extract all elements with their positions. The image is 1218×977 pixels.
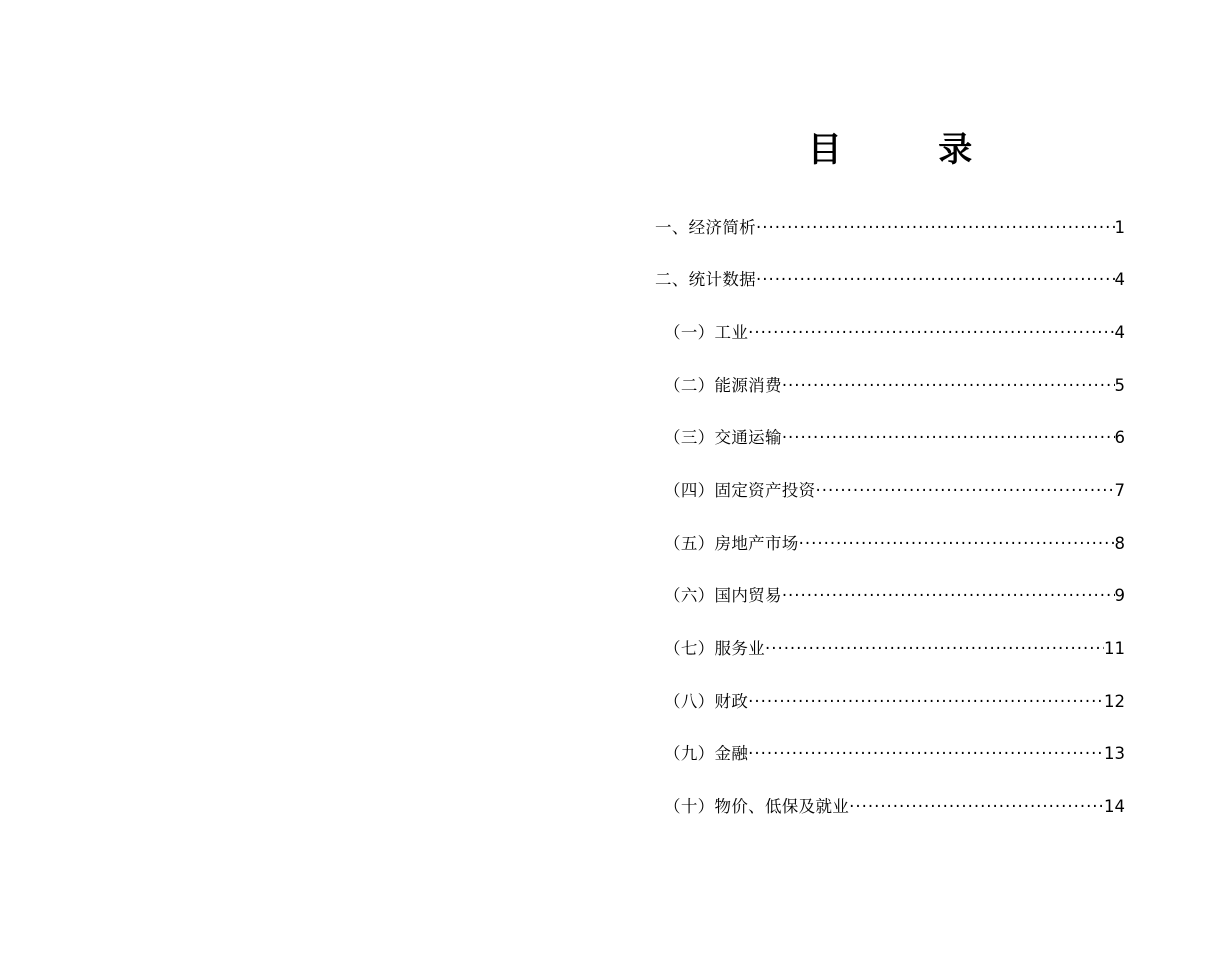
toc-entry[interactable] (655, 324, 1125, 342)
toc-entry[interactable] (655, 535, 1125, 553)
toc-leader-dots (765, 641, 1104, 658)
toc-entry-page: 14 (1104, 796, 1125, 816)
toc-entry-page: 1 (1114, 217, 1125, 237)
toc-entry-label: （二）能源消费 (664, 375, 782, 395)
toc-entry-label: （九）金融 (664, 744, 749, 764)
toc-entry[interactable] (655, 377, 1125, 395)
toc-entry[interactable] (655, 219, 1125, 237)
toc-list (655, 219, 1125, 816)
toc-leader-dots (782, 430, 1115, 447)
toc-leader-dots (849, 799, 1104, 816)
toc-entry-page: 13 (1104, 744, 1125, 764)
toc-entry-label: （十）物价、低保及就业 (664, 796, 850, 816)
page-title: 目 录 (807, 130, 982, 170)
toc-entry-label: （四）固定资产投资 (664, 481, 816, 500)
toc-leader-dots (815, 483, 1114, 500)
toc-entry[interactable] (655, 745, 1125, 763)
toc-leader-dots (782, 588, 1115, 605)
toc-entry[interactable] (655, 271, 1125, 289)
toc-leader-dots (748, 694, 1104, 711)
toc-leader-dots (748, 325, 1114, 342)
toc-leader-dots (748, 746, 1104, 763)
toc-entry-page: 4 (1114, 323, 1125, 343)
toc-leader-dots (799, 536, 1115, 553)
toc-entry-page: 11 (1104, 638, 1125, 658)
toc-entry-page: 5 (1114, 375, 1125, 395)
toc-entry-page: 6 (1114, 428, 1125, 448)
toc-entry-label: （三）交通运输 (664, 428, 782, 448)
toc-entry[interactable] (655, 429, 1125, 447)
toc-entry-page: 12 (1104, 691, 1125, 711)
toc-entry[interactable] (655, 640, 1125, 658)
toc-entry-label: 二、统计数据 (655, 270, 756, 290)
toc-leader-dots (756, 272, 1115, 289)
toc-entry-label: 一、经济简析 (655, 217, 756, 237)
toc-entry[interactable] (655, 587, 1125, 605)
toc-entry[interactable] (655, 693, 1125, 711)
toc-entry[interactable] (655, 482, 1125, 500)
table-of-contents (655, 130, 1125, 850)
toc-entry-page: 9 (1114, 586, 1125, 606)
toc-entry-page: 7 (1114, 481, 1125, 500)
toc-entry-label: （五）房地产市场 (664, 533, 799, 553)
toc-entry-page: 4 (1114, 270, 1125, 290)
toc-leader-dots (756, 220, 1115, 237)
toc-entry-page: 8 (1114, 533, 1125, 553)
toc-entry[interactable] (655, 798, 1125, 816)
toc-entry-label: （一）工业 (664, 323, 749, 343)
toc-entry-label: （六）国内贸易 (664, 586, 782, 606)
toc-entry-label: （八）财政 (664, 691, 749, 711)
toc-leader-dots (782, 378, 1115, 395)
toc-entry-label: （七）服务业 (664, 638, 765, 658)
